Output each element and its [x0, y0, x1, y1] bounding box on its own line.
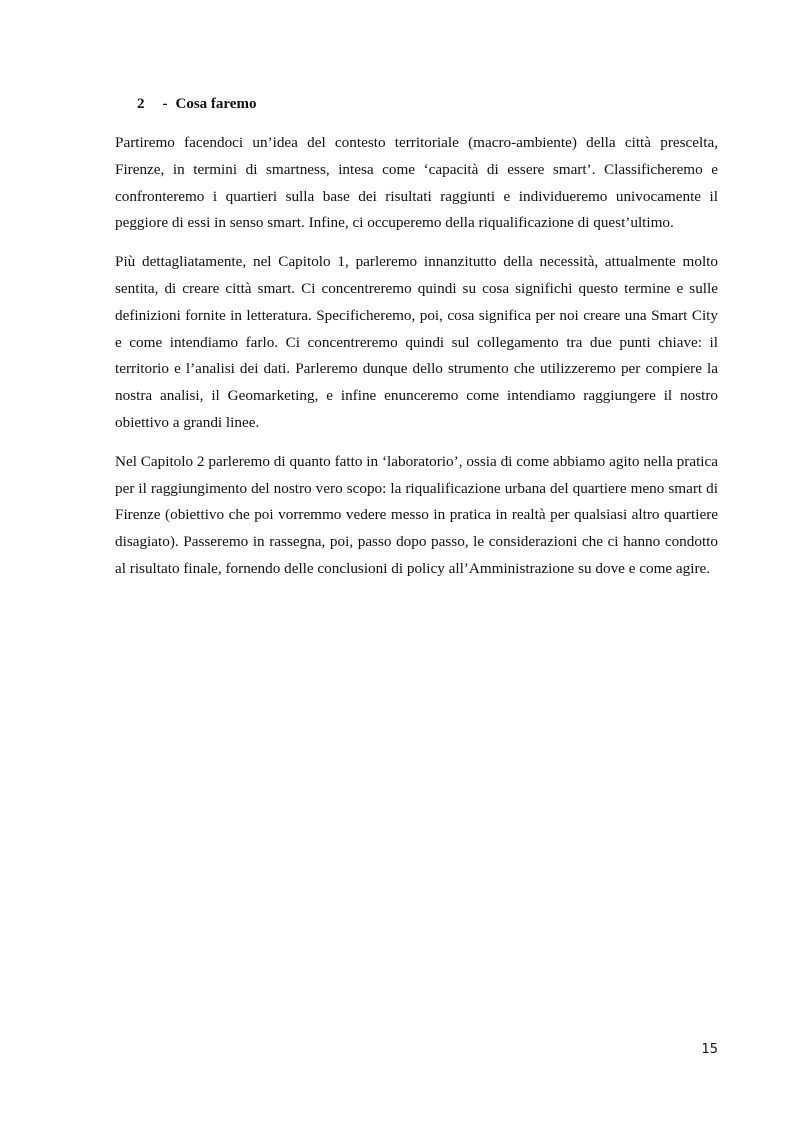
paragraph-3: Nel Capitolo 2 parleremo di quanto fatto in ‘laboratorio’, ossia di come abbiamo agito nella pratica per il raggiungimento del nostro vero scopo: la riqualificazione urbana del quartiere meno smart di Firenze (obiettivo che poi vorremmo vedere messo in pratica in realtà per qualsiasi altro quartiere disagiato). Passeremo in rassegna, poi, passo dopo passo, le considerazioni che ci hanno condotto al risultato finale, fornendo delle conclusioni di policy all’Amministrazione su dove e come agire.	[115, 452, 718, 577]
page-number: 15	[701, 1042, 718, 1057]
section-number: 2	[137, 96, 145, 112]
section-heading	[137, 94, 256, 114]
paragraph-2: Più dettagliatamente, nel Capitolo 1, parleremo innanzitutto della necessità, attualmente molto sentita, di creare città smart. Ci concentreremo quindi su cosa significhi questo termine e sulle definizioni fornite in letteratura. Specificheremo, poi, cosa significa per noi creare una Smart City e come intendiamo farlo. Ci concentreremo quindi sul collegamento tra due punti chiave: il territorio e l’analisi dei dati. Parleremo dunque dello strumento che utilizzeremo per compiere la nostra analisi, il Geomarketing, e infine enunceremo come intendiamo raggiungere il nostro obiettivo a grandi linee.	[115, 253, 718, 431]
section-dash: -	[162, 96, 168, 112]
section-title: Cosa faremo	[175, 96, 257, 112]
paragraph-1: Partiremo facendoci un’idea del contesto territoriale (macro-ambiente) della città prescelta, Firenze, in termini di smartness, intesa come ‘capacità di essere smart’. Classificheremo e confronteremo i quartieri sulla base dei risultati raggiunti e individueremo univocamente il peggiore di essi in senso smart. Infine, ci occuperemo della riqualificazione di quest’ultimo.	[115, 134, 718, 232]
body-text	[115, 130, 718, 595]
